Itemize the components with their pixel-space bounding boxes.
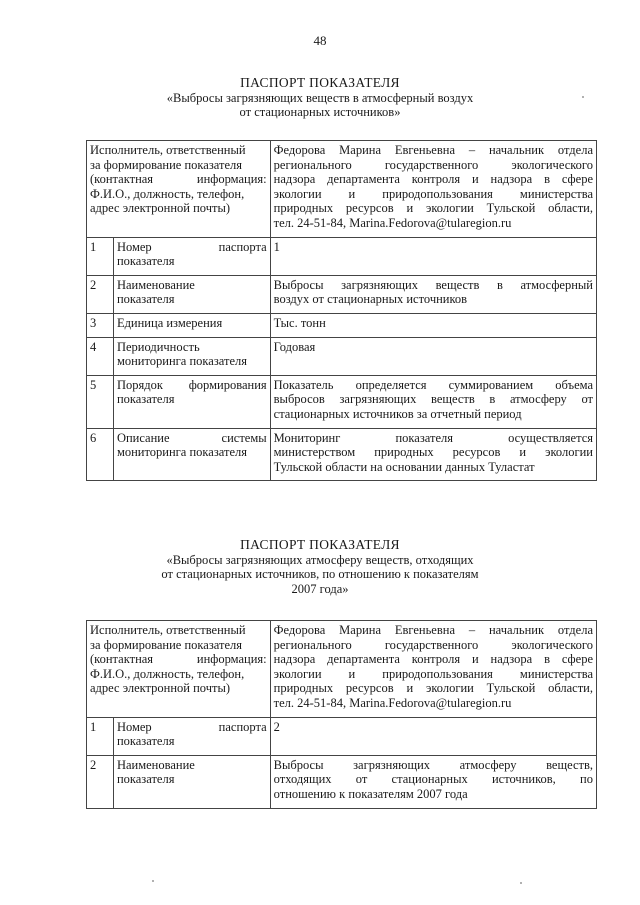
row-label-line: Порядок формирования bbox=[116, 377, 267, 392]
row-value-line: министерством природных ресурсов и экологии bbox=[273, 445, 593, 460]
executor-row bbox=[87, 621, 597, 718]
row-label-line: мониторинга показателя bbox=[116, 445, 247, 460]
passport-2-heading: ПАСПОРТ ПОКАЗАТЕЛЯ bbox=[240, 537, 400, 552]
executor-value bbox=[270, 141, 596, 238]
row-value-line: Годовая bbox=[273, 339, 316, 354]
row-number: 4 bbox=[87, 337, 114, 375]
row-label-line: Периодичность bbox=[116, 339, 200, 354]
row-label-line: показателя bbox=[116, 734, 175, 749]
row-value bbox=[270, 313, 596, 337]
passport-2-table bbox=[86, 620, 597, 809]
executor-value bbox=[270, 621, 596, 718]
row-label-line: Наименование bbox=[116, 277, 195, 292]
row-label-line: Единица измерения bbox=[116, 315, 223, 330]
table-row bbox=[87, 717, 597, 755]
row-label bbox=[113, 337, 270, 375]
passport-1-subtitle-line: «Выбросы загрязняющих веществ в атмосферный воздух bbox=[166, 90, 474, 105]
executor-value-line: тел. 24-51-84, Marina.Fedorova@tularegion.ru bbox=[273, 215, 512, 230]
passport-2-title bbox=[0, 538, 640, 596]
executor-value-line: экологии и природопользования министерства bbox=[273, 186, 593, 201]
table-row bbox=[87, 337, 597, 375]
table-row bbox=[87, 313, 597, 337]
executor-label-line: Исполнитель, ответственный bbox=[90, 143, 246, 157]
executor-value-line: надзора департамента контроля и надзора в сфере bbox=[273, 172, 593, 187]
executor-label-line: (контактная информация: bbox=[90, 652, 267, 667]
executor-label-line: за формирование показателя bbox=[90, 157, 242, 172]
row-value-line: выбросов загрязняющих веществ в атмосферу от bbox=[273, 392, 593, 407]
row-value bbox=[270, 375, 596, 428]
row-value bbox=[270, 237, 596, 275]
row-label-line: Номер паспорта bbox=[116, 719, 267, 734]
row-number: 2 bbox=[87, 755, 114, 808]
executor-value-line: надзора департамента контроля и надзора в сфере bbox=[273, 652, 593, 667]
passport-1-table bbox=[86, 140, 597, 481]
passport-1-subtitle-line: от стационарных источников» bbox=[239, 105, 401, 119]
row-value-line: 2 bbox=[273, 719, 280, 734]
page-number: 48 bbox=[313, 33, 327, 48]
passport-1-heading: ПАСПОРТ ПОКАЗАТЕЛЯ bbox=[240, 75, 400, 90]
row-label bbox=[113, 717, 270, 755]
row-label bbox=[113, 313, 270, 337]
table-row bbox=[87, 275, 597, 313]
executor-value-line: Федорова Марина Евгеньевна – начальник отдела bbox=[273, 143, 593, 157]
scan-speck bbox=[520, 882, 522, 884]
row-value-line: стационарных источников за отчетный период bbox=[273, 406, 522, 421]
row-value bbox=[270, 755, 596, 808]
table-row bbox=[87, 428, 597, 481]
row-label bbox=[113, 275, 270, 313]
row-value bbox=[270, 428, 596, 481]
executor-value-line: регионального государственного экологического bbox=[273, 637, 593, 652]
row-number: 2 bbox=[87, 275, 114, 313]
row-label-line: Номер паспорта bbox=[116, 239, 267, 254]
executor-label-line: (контактная информация: bbox=[90, 172, 267, 187]
table-row bbox=[87, 237, 597, 275]
row-number: 5 bbox=[87, 375, 114, 428]
row-label-line: мониторинга показателя bbox=[116, 354, 247, 369]
executor-label-line: Ф.И.О., должность, телефон, bbox=[90, 666, 245, 681]
row-value-line: Показатель определяется суммированием объема bbox=[273, 377, 593, 392]
row-value bbox=[270, 337, 596, 375]
passport-2-subtitle-line: от стационарных источников, по отношению к показателям bbox=[161, 567, 479, 581]
passport-2-subtitle-line: «Выбросы загрязняющих атмосферу веществ, отходящих bbox=[166, 552, 474, 567]
row-label-line: показателя bbox=[116, 292, 175, 307]
passport-1-title bbox=[0, 76, 640, 120]
row-value-line: Мониторинг показателя осуществляется bbox=[273, 430, 593, 445]
row-value-line: отношению к показателям 2007 года bbox=[273, 786, 468, 801]
executor-label-line: за формирование показателя bbox=[90, 637, 242, 652]
row-number: 3 bbox=[87, 313, 114, 337]
table-row bbox=[87, 375, 597, 428]
row-value-line: Тыс. тонн bbox=[273, 315, 326, 330]
executor-value-line: экологии и природопользования министерства bbox=[273, 666, 593, 681]
row-label-line: Описание системы bbox=[116, 430, 267, 445]
row-value-line: Тульской области на основании данных Туластат bbox=[273, 459, 535, 474]
executor-value-line: природных ресурсов и экологии Тульской области, bbox=[273, 201, 593, 216]
executor-value-line: природных ресурсов и экологии Тульской области, bbox=[273, 681, 593, 696]
row-value-line: Выбросы загрязняющих веществ в атмосферный bbox=[273, 277, 593, 292]
scan-speck bbox=[152, 880, 154, 882]
row-number: 1 bbox=[87, 717, 114, 755]
row-value-line: воздух от стационарных источников bbox=[273, 292, 468, 307]
row-value bbox=[270, 717, 596, 755]
row-number: 6 bbox=[87, 428, 114, 481]
row-label bbox=[113, 755, 270, 808]
scan-speck bbox=[582, 96, 584, 98]
row-label-line: показателя bbox=[116, 772, 175, 787]
executor-value-line: Федорова Марина Евгеньевна – начальник отдела bbox=[273, 623, 593, 637]
row-label bbox=[113, 237, 270, 275]
row-number: 1 bbox=[87, 237, 114, 275]
executor-label-line: Ф.И.О., должность, телефон, bbox=[90, 186, 245, 201]
row-label-line: Наименование bbox=[116, 757, 195, 772]
executor-label-line: адрес электронной почты) bbox=[90, 201, 231, 216]
row-value-line: Выбросы загрязняющих атмосферу веществ, bbox=[273, 757, 593, 772]
row-value-line: отходящих от стационарных источников, по bbox=[273, 772, 593, 787]
row-value bbox=[270, 275, 596, 313]
passport-2-subtitle-line: 2007 года» bbox=[291, 581, 349, 596]
row-label-line: показателя bbox=[116, 254, 175, 269]
executor-label bbox=[87, 141, 271, 238]
executor-value-line: тел. 24-51-84, Marina.Fedorova@tularegion.ru bbox=[273, 695, 512, 710]
executor-label bbox=[87, 621, 271, 718]
row-label bbox=[113, 428, 270, 481]
executor-label-line: адрес электронной почты) bbox=[90, 681, 231, 696]
executor-value-line: регионального государственного экологического bbox=[273, 157, 593, 172]
table-row bbox=[87, 755, 597, 808]
executor-row bbox=[87, 141, 597, 238]
row-label-line: показателя bbox=[116, 392, 175, 407]
row-label bbox=[113, 375, 270, 428]
executor-label-line: Исполнитель, ответственный bbox=[90, 623, 246, 637]
row-value-line: 1 bbox=[273, 239, 280, 254]
